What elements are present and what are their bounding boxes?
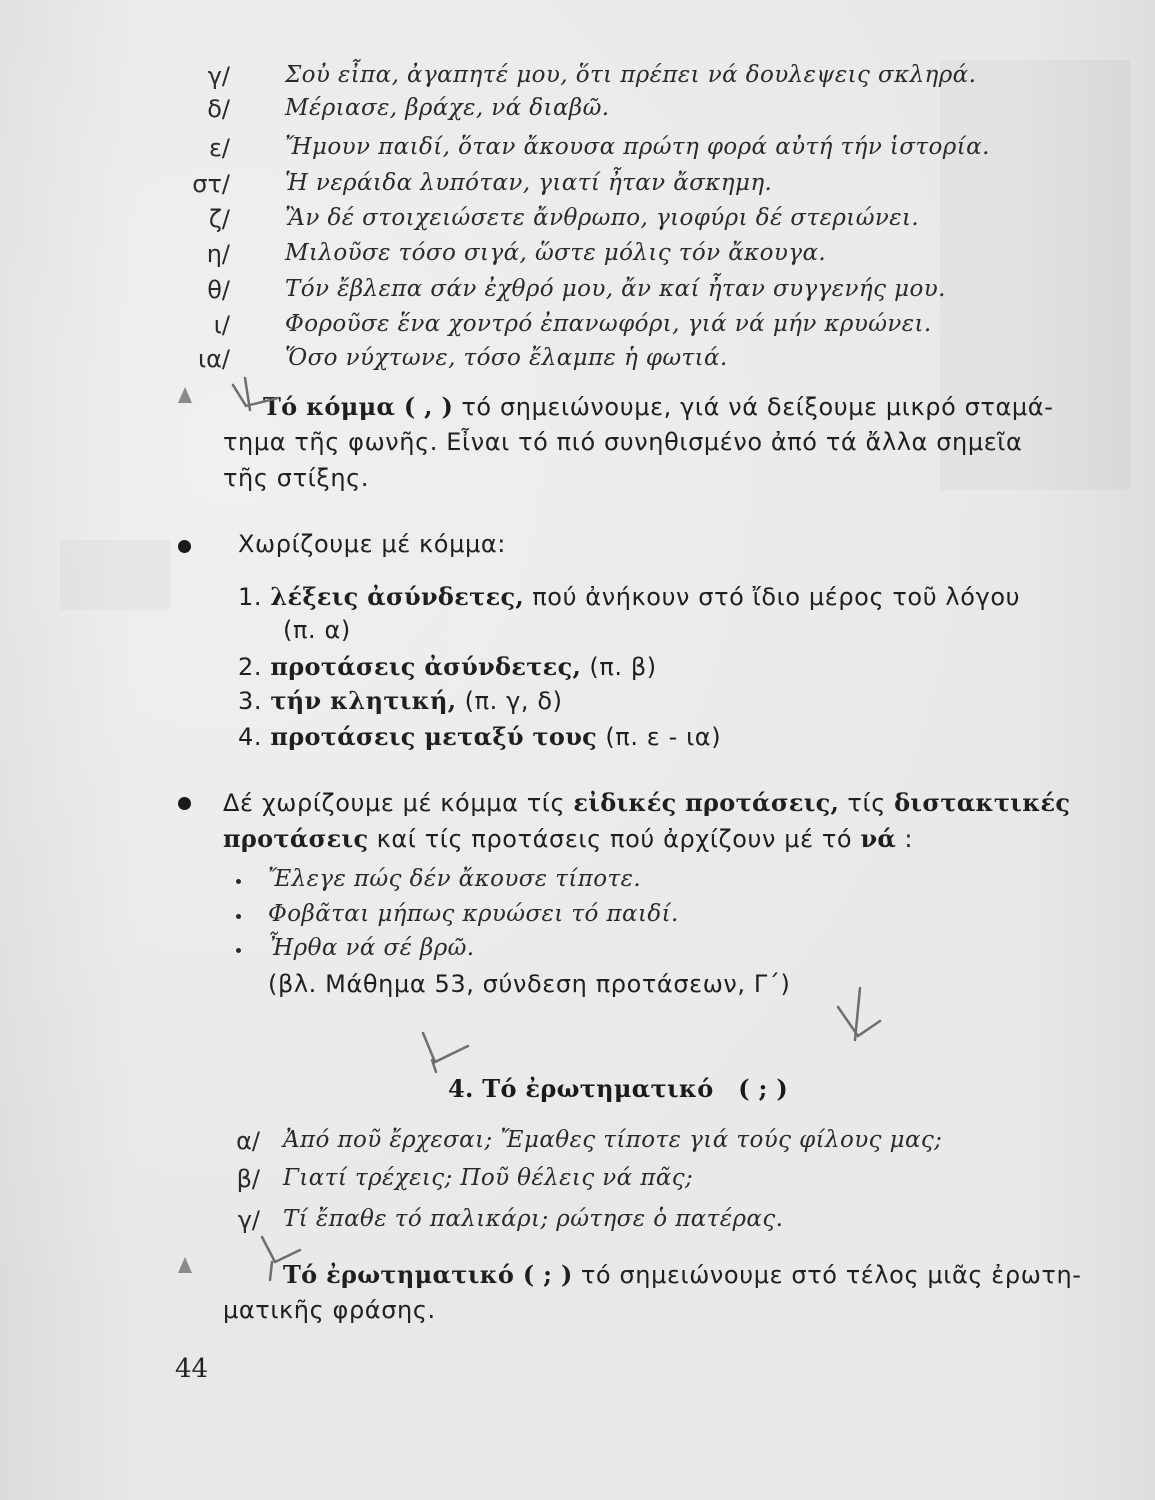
example-text: Μέριασε, βράχε, νά διαβῶ. [285,95,610,121]
example-label: γ/ [207,62,230,90]
example-label: θ/ [207,276,230,304]
question-rule-line2: ματικῆς φράσης. [223,1296,436,1324]
comma-rule-line3: τῆς στίξης. [223,464,370,492]
tick-mark-icon [233,385,278,406]
example-text: Τί ἔπαθε τό παλικάρι; ρώτησε ὁ πατέρας. [283,1206,784,1232]
no-comma-bold: εἰδικές προτάσεις, [573,788,840,817]
list-bold: προτάσεις ἀσύνδετες, [270,652,582,681]
section-title-text: 4. Τό ἐρωτηματικό [448,1074,714,1103]
comma-rule-bold: Τό κόμμα ( , ) [263,392,454,421]
no-comma-bold: προτάσεις [223,824,369,853]
no-comma-text: : [896,825,914,853]
tick-mark-icon [855,988,860,1040]
list-text: (π. β) [581,653,657,681]
example-text: Γιατί τρέχεις; Ποῦ θέλεις νά πᾶς; [283,1165,694,1191]
list-text: (π. ε - ια) [597,723,722,751]
no-comma-text: Δέ χωρίζουμε μέ κόμμα τίς [223,789,574,817]
separate-intro: Χωρίζουμε μέ κόμμα: [238,530,506,558]
list-bold: τήν κλητική, [270,686,457,715]
example-label: ζ/ [208,205,230,233]
list-number: 4. [238,723,263,751]
example-text: Τόν ἔβλεπα σάν ἐχθρό μου, ἄν καί ἦταν συγγενής μου. [285,276,946,302]
list-bold: προτάσεις μεταξύ τους [270,722,598,751]
example-text: Μιλοῦσε τόσο σιγά, ὥστε μόλις τόν ἄκουγα. [285,240,827,266]
no-comma-text: τίς [839,789,895,817]
list-number: 2. [238,653,263,681]
list-text: πού ἀνήκουν στό ἴδιο μέρος τοῦ λόγου [524,583,1021,611]
example-label: ι/ [213,311,230,339]
question-rule-text: τό σημειώνουμε στό τέλος μιᾶς ἐρωτη- [572,1261,1082,1289]
example-label: ε/ [208,134,230,162]
comma-rule-text: τό σημειώνουμε, γιά νά δείξουμε μικρό σταμά- [453,393,1054,421]
question-rule-bold: Τό ἐρωτηματικό ( ; ) [283,1260,573,1289]
example-label: η/ [206,240,230,268]
no-comma-reference: (βλ. Μάθημα 53, σύνδεση προτάσεων, Γ΄) [268,970,791,998]
example-text: Ἂν δέ στοιχειώσετε ἄνθρωπο, γιοφύρι δέ στεριώνει. [285,205,920,231]
example-text: Φοροῦσε ἕνα χοντρό ἐπανωφόρι, γιά νά μήν κρυώνει. [285,311,932,337]
no-comma-example: Φοβᾶται μήπως κρυώσει τό παιδί. [268,901,679,927]
list-number: 3. [238,687,263,715]
comma-rule-line2: τημα τῆς φωνῆς. Εἶναι τό πιό συνηθισμένο ἀπό τά ἄλλα σημεῖα [223,428,1023,456]
list-text: (π. γ, δ) [456,687,563,715]
list-item-continuation: (π. α) [283,616,351,644]
section-title-symbol: ( ; ) [738,1074,788,1103]
example-text: Ὅσο νύχτωνε, τόσο ἔλαμπε ἡ φωτιά. [285,345,728,371]
no-comma-bold: νά [860,824,897,853]
list-bold: λέξεις ἀσύνδετες, [270,582,525,611]
example-text: Σοὐ εἶπα, ἀγαπητέ μου, ὅτι πρέπει νά δουλεψεις σκληρά. [285,62,977,88]
tick-mark-icon [262,1237,300,1262]
example-label: β/ [236,1165,260,1193]
example-label: ια/ [197,345,230,373]
page-number: 44 [175,1354,209,1384]
tick-mark-icon [423,1033,468,1062]
no-comma-example: Ἔλεγε πώς δέν ἄκουσε τίποτε. [268,866,642,892]
example-label: γ/ [237,1206,260,1234]
list-number: 1. [238,583,263,611]
example-text: Ἡ νεράιδα λυπόταν, γιατί ἦταν ἄσκημη. [285,170,773,196]
example-label: α/ [236,1127,260,1155]
tick-mark-icon [270,1262,272,1280]
no-comma-example: Ἦρθα νά σέ βρῶ. [268,935,475,961]
example-label: δ/ [207,95,230,123]
example-text: Ἤμουν παιδί, ὅταν ἄκουσα πρώτη φορά αὐτή τήν ἱστορία. [285,134,990,160]
no-comma-bold: διστακτικές [894,788,1071,817]
example-label: στ/ [192,170,230,198]
example-text: Ἀπό ποῦ ἔρχεσαι; Ἔμαθες τίποτε γιά τούς φίλους μας; [283,1127,943,1153]
no-comma-text: καί τίς προτάσεις πού ἀρχίζουν μέ τό [368,825,861,853]
